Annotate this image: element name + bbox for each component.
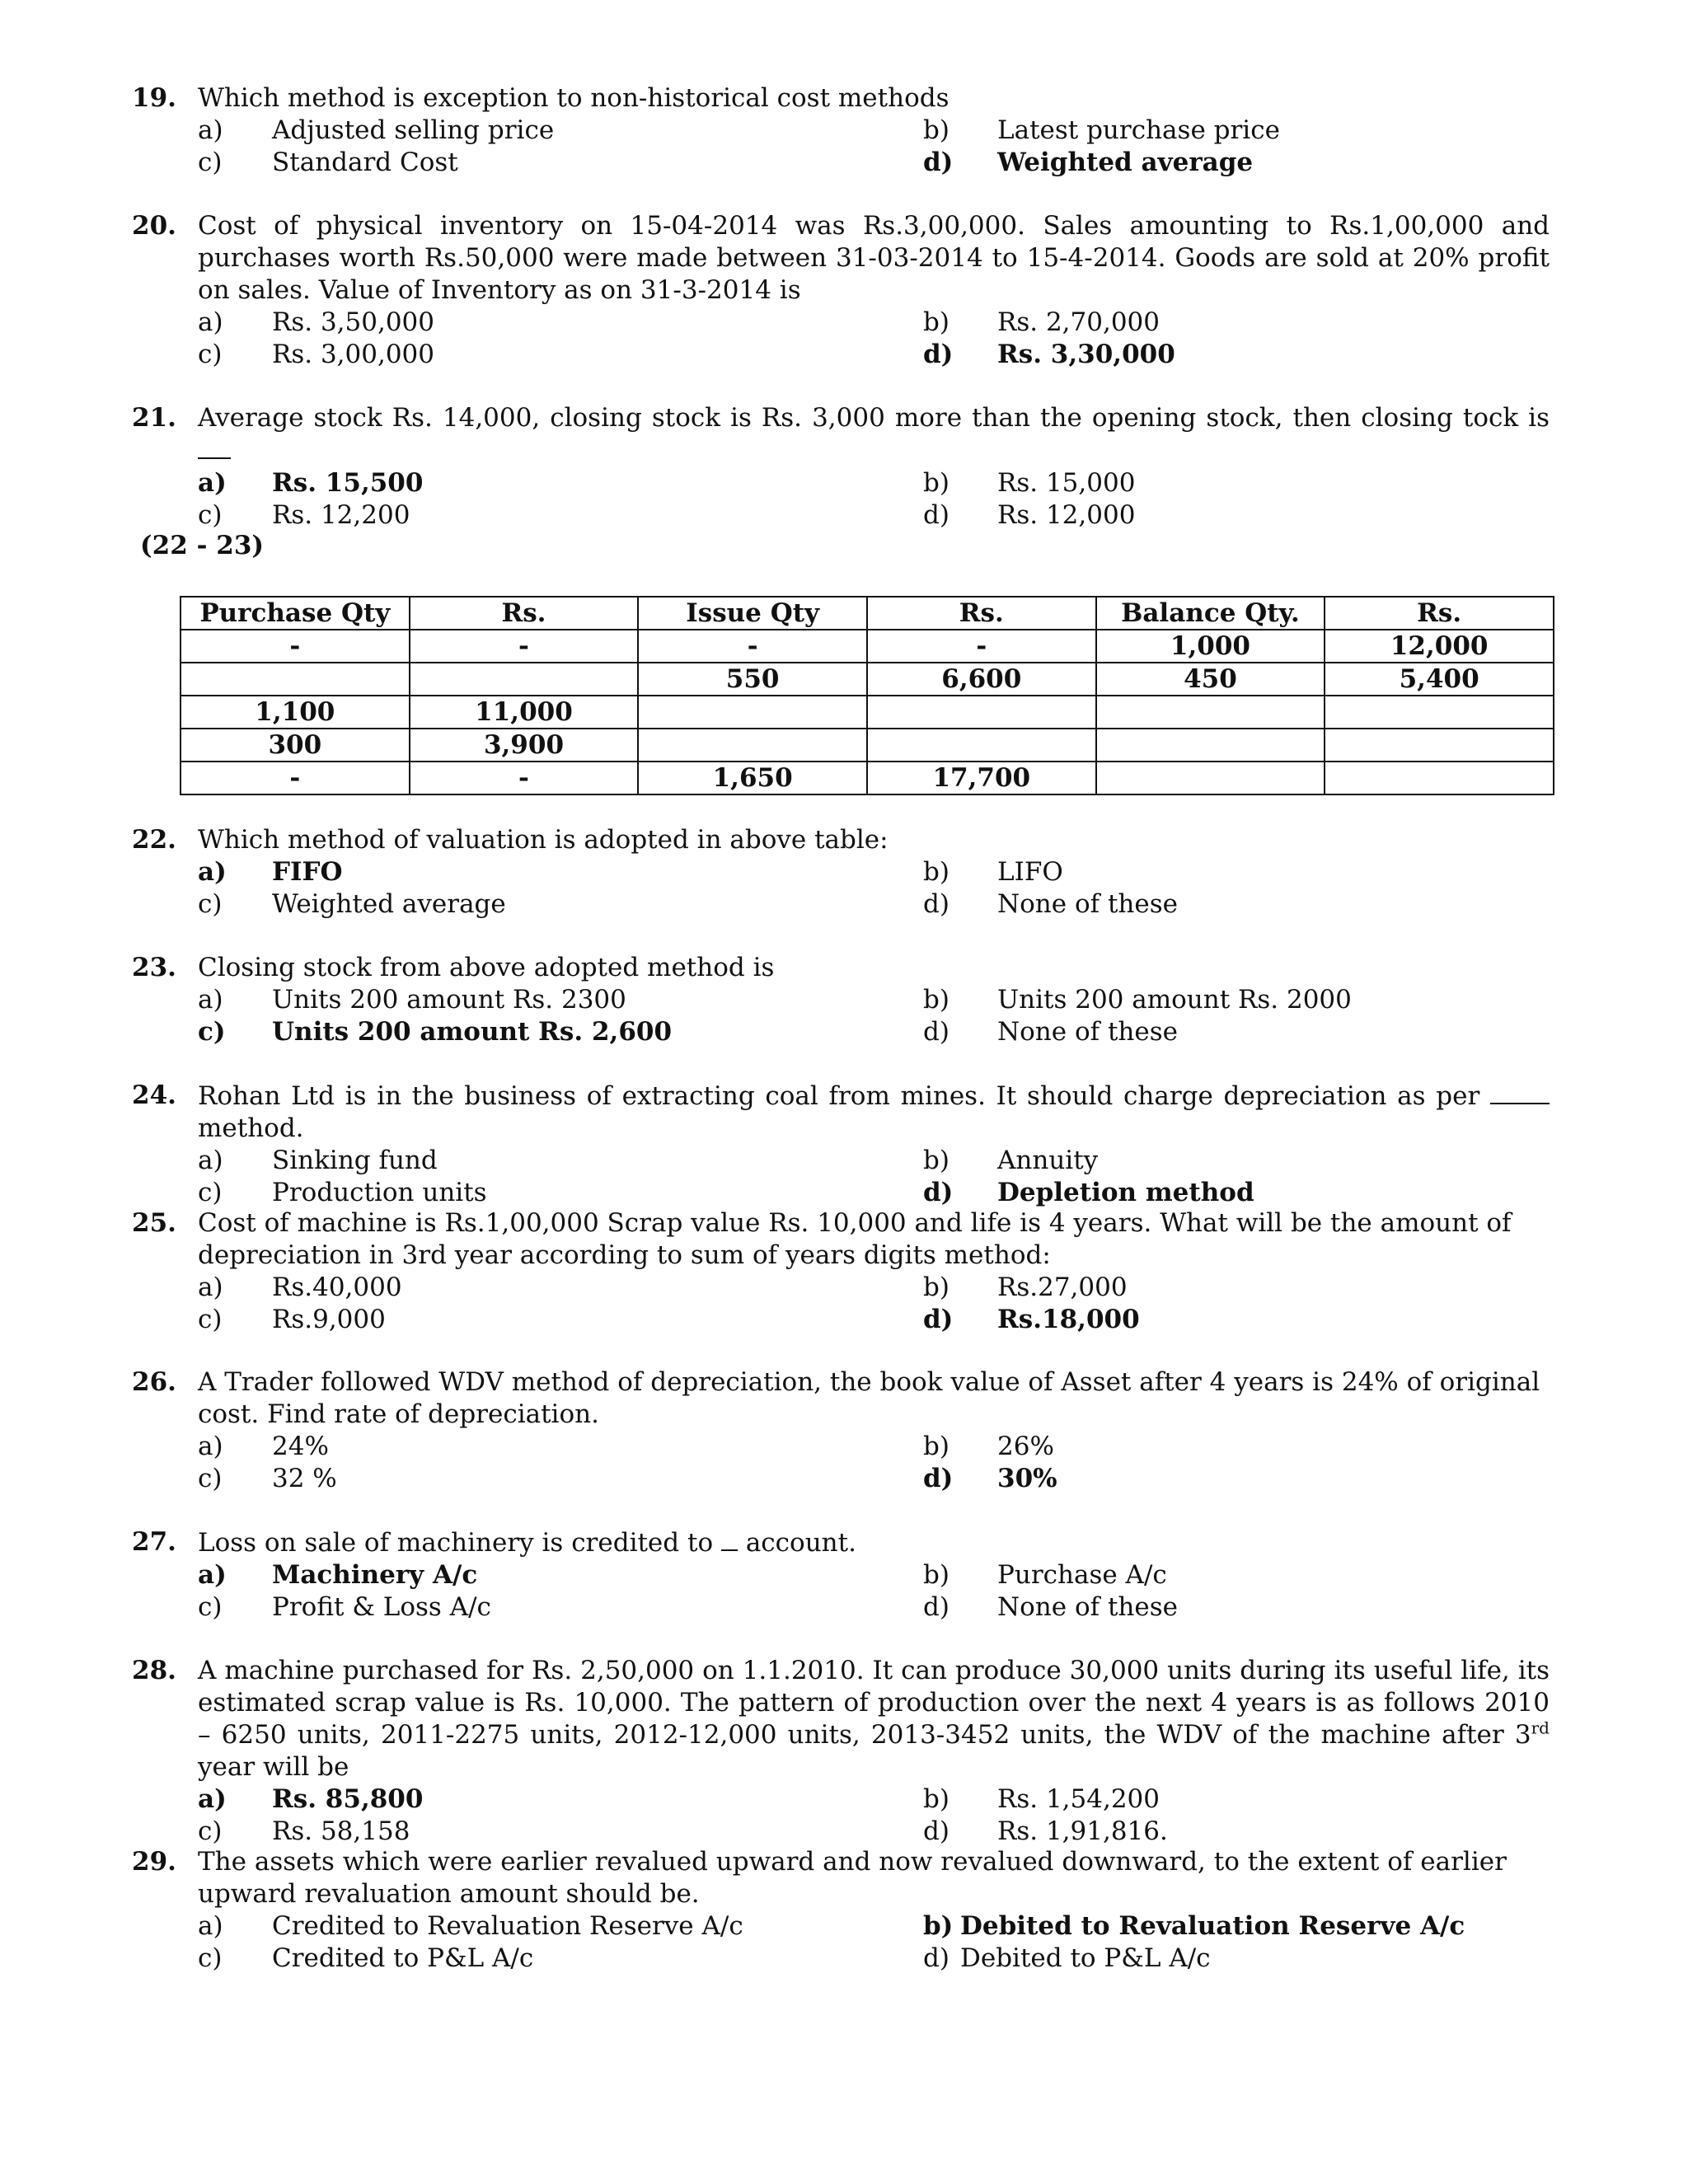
answer-blank [198,434,231,459]
question-28 [132,1655,1550,1848]
options [198,1272,1550,1336]
option-c: c) Rs. 3,00,000 [198,340,435,369]
option-b: b) Rs.27,000 [923,1272,1128,1302]
option-b: b) Rs. 15,000 [923,468,1136,498]
question-23 [132,952,1550,1048]
table-cell [1096,762,1325,794]
option-c: c) Credited to P&L A/c [198,1943,534,1973]
stock-table [180,596,1554,795]
option-d-answer: d) Rs. 3,30,000 [923,340,1175,369]
table-row [181,630,1554,663]
option-c: c) Weighted average [198,889,506,919]
question-number: 23. [132,953,176,982]
option-c: c) 32 % [198,1464,337,1493]
question-text: A machine purchased for Rs. 2,50,000 on 1.1.2010. It can produce 30,000 units during its useful life, its estimated scrap value is Rs. 10,000. The pattern of production over the next 4 years is as follows 2010 – 6250 units, 2011-2275 units, 2012-12,000 units, 2013-3452 units, the WDV of the machine after 3rd year will be [198,1656,1550,1782]
options [198,1559,1550,1624]
options [198,307,1550,371]
table-cell [867,729,1096,762]
option-b: b) Purchase A/c [923,1560,1167,1590]
table-cell [1325,729,1554,762]
table-cell: 550 [638,663,867,696]
option-b: b) 26% [923,1432,1054,1461]
table-cell: - [638,630,867,663]
option-a: a) Rs. 3,50,000 [198,307,435,337]
option-a: a) Sinking fund [198,1146,438,1175]
table-cell: - [867,630,1096,663]
question-number: 19. [132,83,176,113]
option-d: d) None of these [923,1017,1178,1047]
options [198,1910,1550,1975]
option-a: a) Rs.40,000 [198,1272,402,1302]
option-b: b) Latest purchase price [923,115,1280,145]
option-c: c) Standard Cost [198,148,458,177]
question-27 [132,1526,1550,1624]
question-number: 26. [132,1367,176,1397]
table-cell: 11,000 [410,696,639,729]
option-d: d) None of these [923,889,1178,919]
option-a-answer: a) Rs. 15,500 [198,468,424,498]
question-number: 29. [132,1847,176,1877]
question-text: Loss on sale of machinery is credited to account. [198,1528,856,1558]
option-b: b) LIFO [923,857,1063,887]
options [198,467,1550,532]
option-d: d) Debited to P&L A/c [923,1943,1211,1973]
question-20 [132,210,1550,371]
table-cell: 5,400 [1325,663,1554,696]
option-b: b) Rs. 2,70,000 [923,307,1160,337]
option-a: a) Adjusted selling price [198,115,555,145]
table-cell [638,696,867,729]
question-text: Closing stock from above adopted method is [198,953,775,982]
option-a-answer: a) Machinery A/c [198,1560,478,1590]
table-cell: 300 [181,729,410,762]
question-19 [132,82,1550,179]
option-b-answer: b) Debited to Revaluation Reserve A/c [923,1911,1465,1941]
option-c: c) Rs.9,000 [198,1305,386,1334]
question-25 [132,1207,1550,1336]
column-header: Balance Qty. [1096,597,1325,630]
question-number: 27. [132,1527,176,1557]
table-row [181,729,1554,762]
table-row [181,762,1554,794]
column-header: Purchase Qty [181,597,410,630]
option-b: b) Units 200 amount Rs. 2000 [923,985,1352,1015]
option-b: b) Annuity [923,1146,1099,1175]
question-number: 20. [132,211,176,241]
question-text: Cost of machine is Rs.1,00,000 Scrap value Rs. 10,000 and life is 4 years. What will be the amount of depreciation in 3rd year according to sum of years digits method: [198,1208,1512,1270]
table-cell: 1,650 [638,762,867,794]
question-number: 28. [132,1656,176,1685]
question-text: Average stock Rs. 14,000, closing stock is Rs. 3,000 more than the opening stock, then closing tock is [198,402,1550,467]
table-header-row [181,597,1554,630]
option-b: b) Rs. 1,54,200 [923,1784,1160,1814]
column-header: Issue Qty [638,597,867,630]
question-29 [132,1846,1550,1975]
table-cell: 3,900 [410,729,639,762]
option-c-answer: c) Units 200 amount Rs. 2,600 [198,1017,673,1047]
answer-blank [1490,1080,1550,1104]
answer-blank [721,1526,738,1551]
options [198,1783,1550,1848]
table-cell [1096,729,1325,762]
table-cell: 1,000 [1096,630,1325,663]
table-cell [181,663,410,696]
option-c: c) Rs. 12,200 [198,500,410,530]
question-text: A Trader followed WDV method of depreciation, the book value of Asset after 4 years is 24% of original cost. Find rate of depreciation. [198,1367,1540,1429]
table-cell: - [410,630,639,663]
options [198,984,1550,1048]
table-cell: 1,100 [181,696,410,729]
question-21 [132,402,1550,532]
table-cell: 17,700 [867,762,1096,794]
option-a: a) 24% [198,1432,329,1461]
table-row [181,663,1554,696]
options [198,115,1550,179]
column-header: Rs. [867,597,1096,630]
column-header: Rs. [1325,597,1554,630]
option-d-answer: d) Depletion method [923,1178,1254,1207]
question-22 [132,824,1550,921]
option-d-answer: d) 30% [923,1464,1057,1493]
table-cell: - [181,762,410,794]
table-cell: - [181,630,410,663]
question-text: Rohan Ltd is in the business of extracting coal from mines. It should charge depreciation as per method. [198,1080,1550,1145]
table-cell [867,696,1096,729]
table-cell [638,729,867,762]
question-24 [132,1080,1550,1209]
option-c: c) Production units [198,1178,487,1207]
table-cell: 450 [1096,663,1325,696]
question-number: 21. [132,403,176,433]
table-cell: - [410,762,639,794]
question-number: 24. [132,1080,176,1110]
option-a-answer: a) Rs. 85,800 [198,1784,424,1814]
option-d-answer: d) Weighted average [923,148,1254,177]
question-number: 22. [132,825,176,855]
option-d: d) Rs. 12,000 [923,500,1136,530]
question-text: Which method is exception to non-historical cost methods [198,83,950,113]
table-cell [1325,696,1554,729]
option-a: a) Units 200 amount Rs. 2300 [198,985,626,1015]
table-row [181,696,1554,729]
option-c: c) Profit & Loss A/c [198,1592,491,1622]
question-number: 25. [132,1208,176,1238]
options [198,1431,1550,1495]
table-cell: 12,000 [1325,630,1554,663]
option-d-answer: d) Rs.18,000 [923,1305,1140,1334]
option-a: a) Credited to Revaluation Reserve A/c [198,1911,743,1941]
group-label: (22 - 23) [140,531,265,560]
option-a-answer: a) FIFO [198,857,343,887]
option-c: c) Rs. 58,158 [198,1816,410,1846]
options [198,856,1550,921]
table-cell [1096,696,1325,729]
question-text: Cost of physical inventory on 15-04-2014 was Rs.3,00,000. Sales amounting to Rs.1,00,000 and purchases worth Rs.50,000 were made between 31-03-2014 to 15-4-2014. Goods are sold at 20% profit on sales. Value of Inventory as on 31-3-2014 is [198,211,1550,305]
table-cell [1325,762,1554,794]
options [198,1145,1550,1209]
option-d: d) Rs. 1,91,816. [923,1816,1168,1846]
table-cell: 6,600 [867,663,1096,696]
table-cell [410,663,639,696]
column-header: Rs. [410,597,639,630]
option-d: d) None of these [923,1592,1178,1622]
question-text: The assets which were earlier revalued upward and now revalued downward, to the extent of earlier upward revaluation amount should be. [198,1847,1507,1909]
question-26 [132,1366,1550,1495]
question-text: Which method of valuation is adopted in above table: [198,825,889,855]
